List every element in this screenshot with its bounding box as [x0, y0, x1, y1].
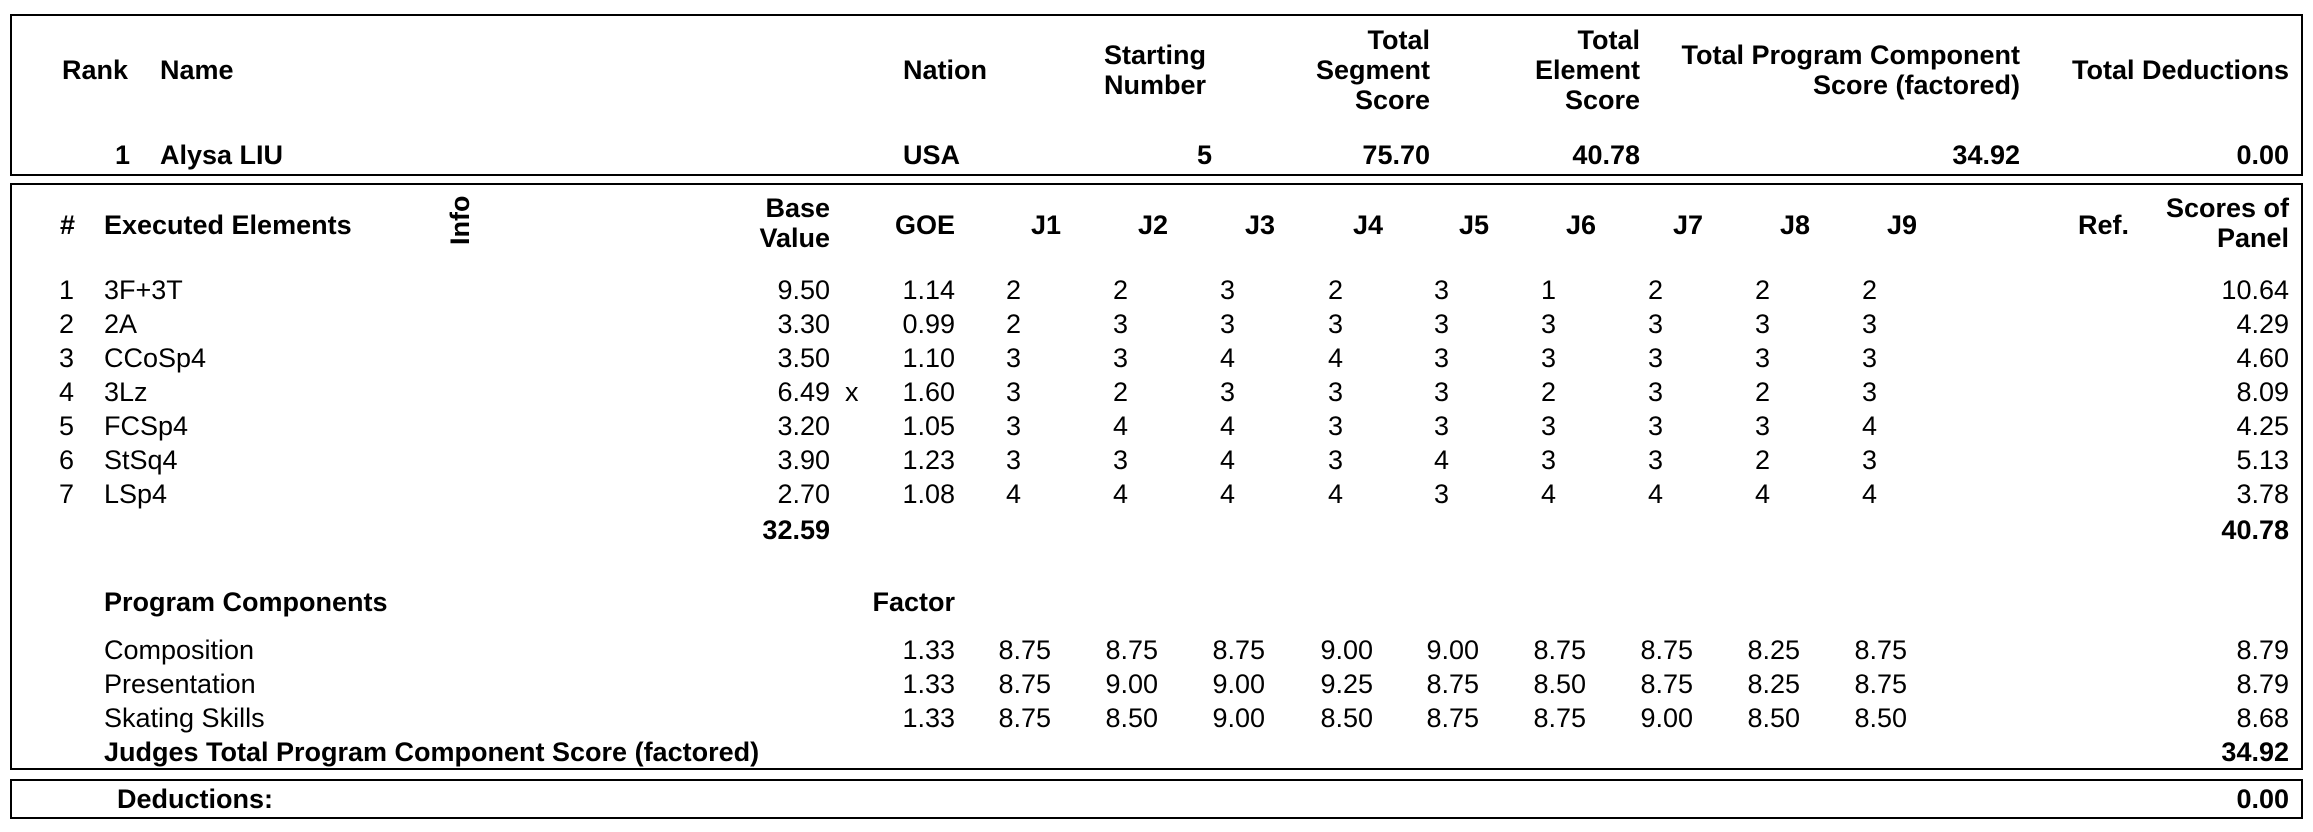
element-judge-3-score: 3: [1219, 377, 1235, 407]
component-factor: 1.33: [902, 669, 955, 699]
element-judge-2-score: 4: [1112, 411, 1128, 441]
element-judge-8-score: 3: [1754, 411, 1770, 441]
element-judge-9-score: 4: [1861, 479, 1877, 509]
judge-9-header: J9: [1886, 210, 1917, 240]
element-judge-5-score: 3: [1433, 377, 1449, 407]
element-judge-2-score: 3: [1112, 343, 1128, 373]
elements-base-total: 32.59: [762, 515, 830, 545]
deductions-value: 0.00: [2236, 784, 2289, 814]
skater-rank: 1: [114, 140, 130, 170]
element-judge-8-score: 3: [1754, 343, 1770, 373]
element-judge-7-score: 3: [1647, 309, 1663, 339]
component-judge-8-score: 8.25: [1747, 669, 1800, 699]
element-judge-3-score: 4: [1219, 343, 1235, 373]
element-judge-1-score: 4: [1005, 479, 1021, 509]
scores-of-panel-header-1: Scores of: [2165, 193, 2289, 223]
component-judge-8-score: 8.25: [1747, 635, 1800, 665]
element-number: 2: [58, 309, 74, 339]
component-judge-2-score: 8.50: [1105, 703, 1158, 733]
element-judge-7-score: 4: [1647, 479, 1663, 509]
element-judge-5-score: 3: [1433, 343, 1449, 373]
component-judge-1-score: 8.75: [998, 703, 1051, 733]
element-judge-3-score: 4: [1219, 411, 1235, 441]
element-judge-5-score: 4: [1433, 445, 1449, 475]
element-panel-score: 4.25: [2236, 411, 2289, 441]
element-judge-6-score: 2: [1540, 377, 1556, 407]
element-judge-6-score: 3: [1540, 445, 1556, 475]
skater-total-segment-score: 75.70: [1362, 140, 1430, 170]
element-base-value: 3.20: [777, 411, 830, 441]
element-panel-score: 5.13: [2236, 445, 2289, 475]
element-judge-4-score: 2: [1327, 275, 1343, 305]
component-judge-3-score: 8.75: [1212, 635, 1265, 665]
element-judge-8-score: 3: [1754, 309, 1770, 339]
element-goe: 1.23: [902, 445, 955, 475]
component-judge-6-score: 8.75: [1533, 703, 1586, 733]
component-panel-score: 8.68: [2236, 703, 2289, 733]
judge-5-header: J5: [1458, 210, 1489, 240]
component-name: Skating Skills: [104, 703, 265, 733]
element-number: 4: [58, 377, 74, 407]
element-judge-6-score: 1: [1540, 275, 1556, 305]
element-judge-3-score: 3: [1219, 309, 1235, 339]
program-components-header: Program Components: [104, 587, 388, 617]
element-judge-4-score: 3: [1327, 445, 1343, 475]
component-judge-1-score: 8.75: [998, 669, 1051, 699]
element-goe: 1.08: [902, 479, 955, 509]
component-judge-3-score: 9.00: [1212, 703, 1265, 733]
col-tss-header-3: Score: [1354, 85, 1430, 115]
element-panel-score: 10.64: [2221, 275, 2289, 305]
component-judge-4-score: 9.25: [1320, 669, 1373, 699]
judge-7-header: J7: [1672, 210, 1703, 240]
element-goe: 0.99: [902, 309, 955, 339]
element-judge-8-score: 2: [1754, 275, 1770, 305]
element-base-value: 9.50: [777, 275, 830, 305]
element-judge-3-score: 4: [1219, 479, 1235, 509]
element-judge-7-score: 3: [1647, 445, 1663, 475]
judge-2-header: J2: [1137, 210, 1168, 240]
element-base-value: 3.90: [777, 445, 830, 475]
element-judge-9-score: 2: [1861, 275, 1877, 305]
col-tss-header-1: Total: [1367, 25, 1430, 55]
element-judge-2-score: 3: [1112, 445, 1128, 475]
element-judge-4-score: 3: [1327, 377, 1343, 407]
element-info: x: [845, 377, 859, 407]
component-judge-1-score: 8.75: [998, 635, 1051, 665]
skater-nation: USA: [903, 140, 961, 170]
element-code: 2A: [104, 309, 138, 339]
element-judge-4-score: 4: [1327, 479, 1343, 509]
col-deductions-header: Total Deductions: [2071, 55, 2289, 85]
component-judge-5-score: 9.00: [1426, 635, 1479, 665]
element-panel-score: 4.29: [2236, 309, 2289, 339]
component-judge-7-score: 8.75: [1640, 635, 1693, 665]
col-starting-header-2: Number: [1103, 70, 1206, 100]
component-judge-4-score: 8.50: [1320, 703, 1373, 733]
element-code: LSp4: [104, 479, 168, 509]
element-judge-5-score: 3: [1433, 275, 1449, 305]
element-judge-2-score: 2: [1112, 275, 1128, 305]
element-judge-7-score: 2: [1647, 275, 1663, 305]
component-panel-score: 8.79: [2236, 635, 2289, 665]
element-judge-2-score: 2: [1112, 377, 1128, 407]
element-judge-1-score: 2: [1005, 309, 1021, 339]
component-judge-4-score: 9.00: [1320, 635, 1373, 665]
component-judge-9-score: 8.75: [1854, 635, 1907, 665]
element-panel-score: 3.78: [2236, 479, 2289, 509]
col-tes-header-1: Total: [1577, 25, 1640, 55]
component-judge-6-score: 8.50: [1533, 669, 1586, 699]
element-panel-score: 4.60: [2236, 343, 2289, 373]
element-judge-8-score: 2: [1754, 445, 1770, 475]
component-judge-6-score: 8.75: [1533, 635, 1586, 665]
ref-header: Ref.: [2078, 210, 2130, 240]
component-judge-7-score: 8.75: [1640, 669, 1693, 699]
element-code: FCSp4: [104, 411, 189, 441]
element-judge-9-score: 4: [1861, 411, 1877, 441]
element-judge-1-score: 3: [1005, 445, 1021, 475]
info-header: Info: [445, 195, 475, 245]
component-judge-5-score: 8.75: [1426, 703, 1479, 733]
element-judge-6-score: 3: [1540, 411, 1556, 441]
element-judge-1-score: 2: [1005, 275, 1021, 305]
element-goe: 1.14: [902, 275, 955, 305]
element-judge-2-score: 4: [1112, 479, 1128, 509]
element-judge-7-score: 3: [1647, 343, 1663, 373]
element-base-value: 3.30: [777, 309, 830, 339]
col-tss-header-2: Segment: [1315, 55, 1430, 85]
element-goe: 1.05: [902, 411, 955, 441]
element-judge-6-score: 3: [1540, 343, 1556, 373]
component-judge-2-score: 9.00: [1105, 669, 1158, 699]
col-pcs-header-2: Score (factored): [1812, 70, 2020, 100]
element-judge-2-score: 3: [1112, 309, 1128, 339]
component-judge-9-score: 8.75: [1854, 669, 1907, 699]
element-judge-1-score: 3: [1005, 343, 1021, 373]
element-number: 7: [58, 479, 74, 509]
element-num-header: #: [60, 210, 76, 240]
component-judge-5-score: 8.75: [1426, 669, 1479, 699]
element-judge-4-score: 4: [1327, 343, 1343, 373]
col-starting-header-1: Starting: [1103, 40, 1206, 70]
component-name: Presentation: [104, 669, 256, 699]
scores-of-panel-header-2: Panel: [2216, 223, 2289, 253]
element-judge-8-score: 4: [1754, 479, 1770, 509]
component-judge-7-score: 9.00: [1640, 703, 1693, 733]
element-judge-5-score: 3: [1433, 309, 1449, 339]
component-name: Composition: [104, 635, 255, 665]
element-base-value: 3.50: [777, 343, 830, 373]
component-factor: 1.33: [902, 703, 955, 733]
element-judge-5-score: 3: [1433, 411, 1449, 441]
element-judge-7-score: 3: [1647, 377, 1663, 407]
element-base-value: 6.49: [777, 377, 830, 407]
element-number: 1: [58, 275, 74, 305]
element-goe: 1.10: [902, 343, 955, 373]
skater-total-deductions: 0.00: [2236, 140, 2289, 170]
skater-name: Alysa LIU: [160, 140, 284, 170]
col-tes-header-2: Element: [1534, 55, 1640, 85]
goe-header: GOE: [894, 210, 955, 240]
element-judge-4-score: 3: [1327, 411, 1343, 441]
component-panel-score: 8.79: [2236, 669, 2289, 699]
element-judge-6-score: 3: [1540, 309, 1556, 339]
element-panel-score: 8.09: [2236, 377, 2289, 407]
element-judge-1-score: 3: [1005, 411, 1021, 441]
judges-total-pcs-label: Judges Total Program Component Score (factored): [104, 737, 760, 767]
element-goe: 1.60: [902, 377, 955, 407]
judges-total-pcs-value: 34.92: [2221, 737, 2289, 767]
element-judge-9-score: 3: [1861, 377, 1877, 407]
judge-6-header: J6: [1565, 210, 1596, 240]
deductions-box: [10, 779, 2303, 819]
judge-4-header: J4: [1352, 210, 1383, 240]
col-rank-header: Rank: [62, 55, 129, 85]
component-judge-3-score: 9.00: [1212, 669, 1265, 699]
element-judge-6-score: 4: [1540, 479, 1556, 509]
element-number: 6: [58, 445, 74, 475]
component-factor: 1.33: [902, 635, 955, 665]
element-judge-8-score: 2: [1754, 377, 1770, 407]
element-code: 3F+3T: [104, 275, 183, 305]
component-judge-8-score: 8.50: [1747, 703, 1800, 733]
judge-1-header: J1: [1030, 210, 1061, 240]
element-code: 3Lz: [104, 377, 148, 407]
col-tes-header-3: Score: [1564, 85, 1640, 115]
component-judge-9-score: 8.50: [1854, 703, 1907, 733]
element-judge-9-score: 3: [1861, 445, 1877, 475]
base-value-header-1: Base: [765, 193, 830, 223]
element-base-value: 2.70: [777, 479, 830, 509]
judge-8-header: J8: [1779, 210, 1810, 240]
element-judge-1-score: 3: [1005, 377, 1021, 407]
component-judge-2-score: 8.75: [1105, 635, 1158, 665]
factor-header: Factor: [872, 587, 955, 617]
base-value-header-2: Value: [759, 223, 830, 253]
element-judge-7-score: 3: [1647, 411, 1663, 441]
element-code: StSq4: [104, 445, 178, 475]
element-judge-9-score: 3: [1861, 309, 1877, 339]
col-pcs-header-1: Total Program Component: [1681, 40, 2020, 70]
element-code: CCoSp4: [104, 343, 207, 373]
judge-3-header: J3: [1244, 210, 1275, 240]
skater-total-element-score: 40.78: [1572, 140, 1640, 170]
elements-panel-total: 40.78: [2221, 515, 2289, 545]
col-nation-header: Nation: [903, 55, 987, 85]
skater-starting-number: 5: [1196, 140, 1212, 170]
element-number: 3: [58, 343, 74, 373]
element-judge-3-score: 4: [1219, 445, 1235, 475]
element-number: 5: [58, 411, 74, 441]
col-name-header: Name: [160, 55, 234, 85]
element-judge-5-score: 3: [1433, 479, 1449, 509]
deductions-label: Deductions:: [117, 784, 274, 814]
element-judge-4-score: 3: [1327, 309, 1343, 339]
element-judge-9-score: 3: [1861, 343, 1877, 373]
skater-total-pcs: 34.92: [1952, 140, 2020, 170]
executed-elements-header: Executed Elements: [104, 210, 352, 240]
element-judge-3-score: 3: [1219, 275, 1235, 305]
